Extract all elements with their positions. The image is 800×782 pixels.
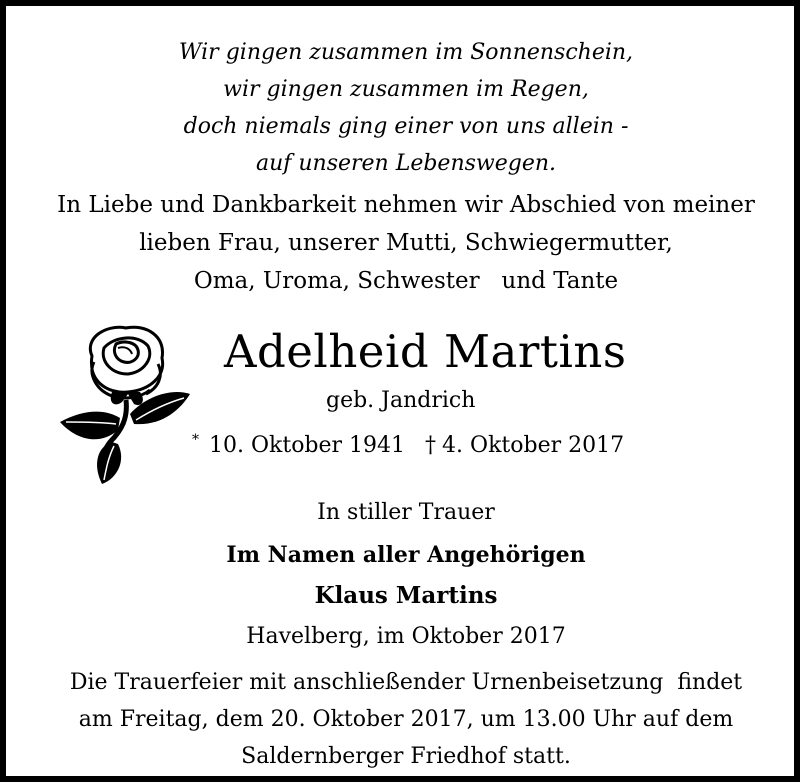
death-date: 4. Oktober 2017 [442,433,625,458]
poem-line: Wir gingen zusammen im Sonnenschein, [178,40,634,65]
signer-name: Klaus Martins [314,582,498,609]
place-date: Havelberg, im Oktober 2017 [246,624,566,649]
birth-date: 10. Oktober 1941 [209,433,406,458]
poem [6,34,800,182]
birth-symbol: * [192,432,199,448]
ceremony-line: Saldernberger Friedhof statt. [241,744,571,769]
intro-text [6,186,800,300]
death-cross-icon: † [425,433,437,458]
rose-icon [54,318,194,488]
ceremony-line: am Freitag, dem 20. Oktober 2017, um 13.00 Uhr auf dem [78,707,734,732]
poem-line: doch niemals ging einer von uns allein - [183,114,629,139]
poem-line: wir gingen zusammen im Regen, [223,77,589,102]
mourning-text: In stiller Trauer [317,500,495,525]
intro-line: In Liebe und Dankbarkeit nehmen wir Abschied von meiner [57,192,755,218]
maiden-name: geb. Jandrich [326,388,476,413]
ceremony-notice [6,664,800,775]
on-behalf-text: Im Namen aller Angehörigen [226,542,586,568]
life-dates [192,424,624,462]
intro-line: Oma, Uroma, Schwester und Tante [193,268,619,294]
ceremony-line: Die Trauerfeier mit anschließender Urnenbeisetzung findet [69,670,743,695]
poem-line: auf unseren Lebenswegen. [255,151,557,176]
intro-line: lieben Frau, unserer Mutti, Schwiegermutter, [139,230,673,256]
closing-block [6,493,800,615]
deceased-name: Adelheid Martins [224,325,627,378]
